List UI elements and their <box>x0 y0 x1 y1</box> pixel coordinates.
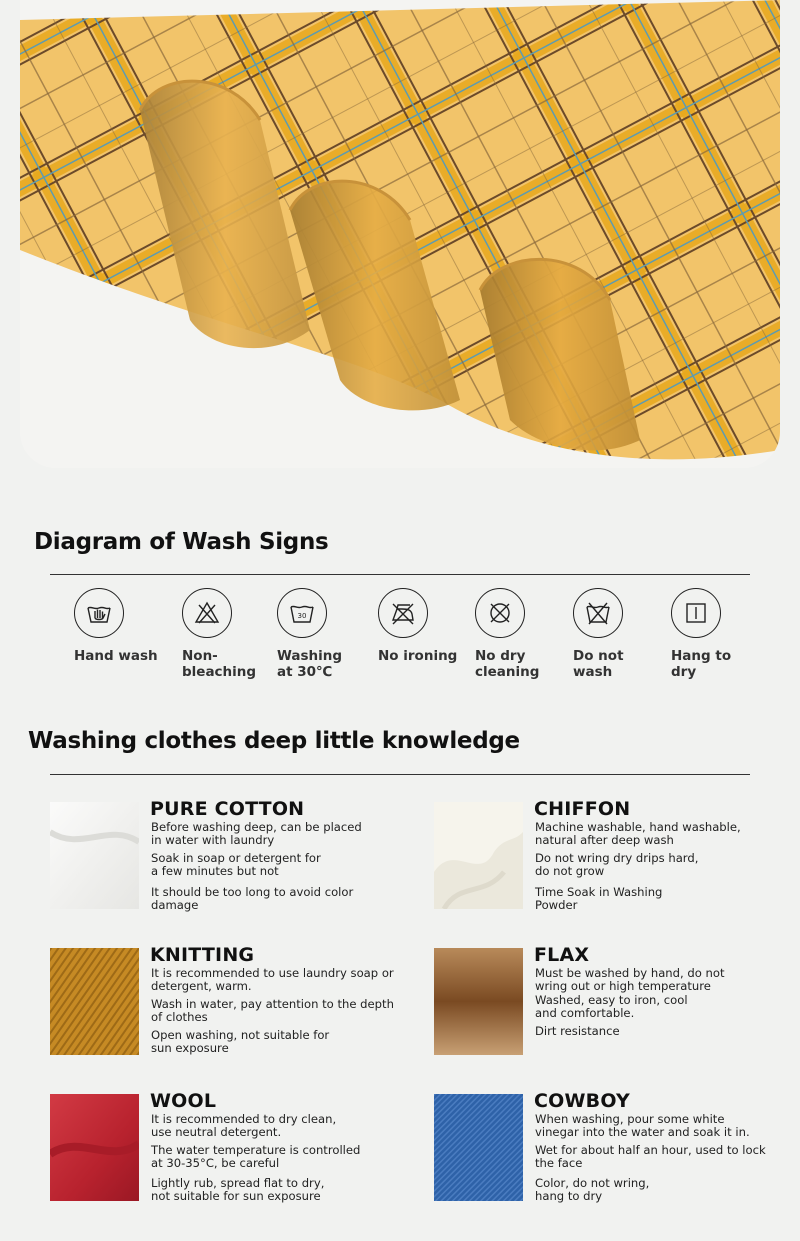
fabric-card-flax <box>434 944 794 1058</box>
fabric-card-knitting <box>50 944 410 1058</box>
fabric-notes: When washing, pour some white vinegar into the water and soak it in. Wet for about half an hour, used to lock the face Color, do not wring, hang to dry <box>535 1112 766 1203</box>
fabric-card-pure-cotton <box>50 798 410 912</box>
do-not-wash-icon <box>573 588 623 638</box>
hang-to-dry-icon <box>671 588 721 638</box>
fabric-name: COWBOY <box>534 1090 630 1112</box>
non-bleaching-icon <box>182 588 232 638</box>
swatch-cotton <box>50 802 139 909</box>
sign-non-bleaching <box>182 588 282 680</box>
fabric-name: WOOL <box>150 1090 217 1112</box>
fabric-notes: Before washing deep, can be placed in water with laundry Soak in soap or detergent for a few minutes but not It should be too long to avoid color damage <box>151 820 362 912</box>
sign-do-not-wash <box>573 588 673 680</box>
fabric-notes: It is recommended to dry clean, use neutral detergent. The water temperature is controlled at 30-35°C, be careful Lightly rub, spread flat to dry, not suitable for sun exposure <box>151 1112 361 1203</box>
sign-label: Do not wash <box>573 648 624 680</box>
no-dry-cleaning-icon <box>475 588 525 638</box>
fabric-notes: Machine washable, hand washable, natural after deep wash Do not wring dry drips hard, do not grow Time Soak in Washing Powder <box>535 820 741 912</box>
fabric-card-chiffon <box>434 798 794 912</box>
sign-label: Non- bleaching <box>182 648 257 680</box>
sign-label: No ironing <box>378 648 458 664</box>
sign-hang-to-dry <box>671 588 771 680</box>
sign-hand-wash <box>74 588 174 664</box>
sign-label: Hang to dry <box>671 648 732 680</box>
no-ironing-icon <box>378 588 428 638</box>
swatch-chiffon <box>434 802 523 909</box>
svg-text:30: 30 <box>297 612 307 620</box>
swatch-wool <box>50 1094 139 1201</box>
fabric-name: PURE COTTON <box>150 798 305 820</box>
sign-label: No dry cleaning <box>475 648 540 680</box>
divider <box>50 574 750 575</box>
hand-wash-icon <box>74 588 124 638</box>
wash-signs-title: Diagram of Wash Signs <box>34 529 329 555</box>
swatch-flax <box>434 948 523 1055</box>
swatch-knitting <box>50 948 139 1055</box>
sign-wash-30 <box>277 588 377 680</box>
fabric-name: KNITTING <box>150 944 255 966</box>
sign-no-ironing <box>378 588 478 664</box>
knowledge-title: Washing clothes deep little knowledge <box>28 728 520 754</box>
wash-30-icon <box>277 588 327 638</box>
divider <box>50 774 750 775</box>
hero-fabric-photo <box>20 0 780 468</box>
sign-label: Hand wash <box>74 648 158 664</box>
fabric-card-wool <box>50 1090 410 1204</box>
fabric-notes: Must be washed by hand, do not wring out or high temperature Washed, easy to iron, cool and comfortable. Dirt resistance <box>535 966 725 1038</box>
fabric-card-cowboy <box>434 1090 794 1204</box>
fabric-name: CHIFFON <box>534 798 631 820</box>
sign-label: Washing at 30℃ <box>277 648 343 680</box>
sign-no-dry-cleaning <box>475 588 575 680</box>
fabric-name: FLAX <box>534 944 590 966</box>
swatch-cowboy <box>434 1094 523 1201</box>
fabric-notes: It is recommended to use laundry soap or detergent, warm. Wash in water, pay attention to the depth of clothes Open washing, not suitable for sun exposure <box>151 966 394 1055</box>
